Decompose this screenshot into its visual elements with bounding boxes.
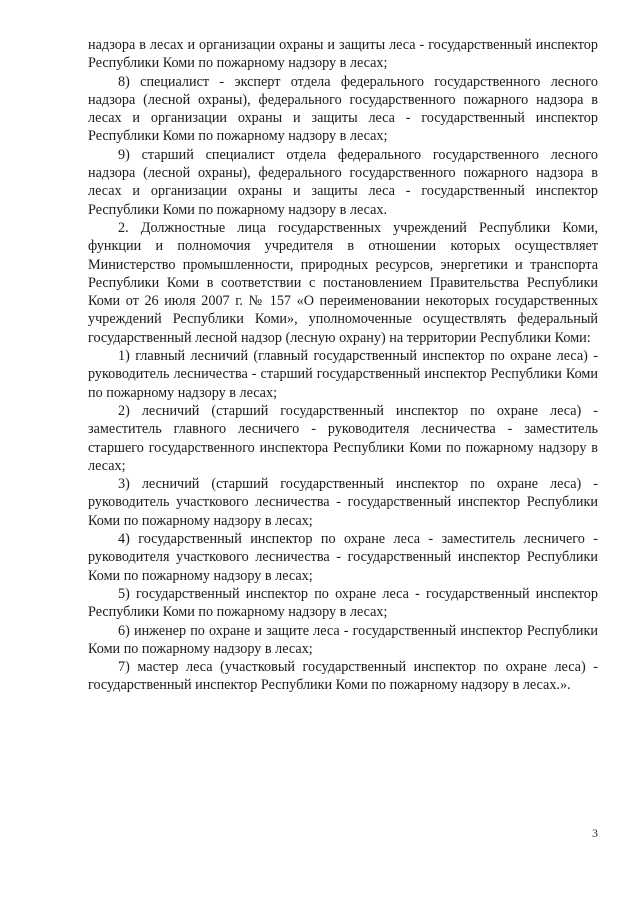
paragraph-subitem-2: 2) лесничий (старший государственный инспектор по охране леса) - заместитель главного лесничего - руководителя лесничества - заместитель старшего государственного инспектора Республики Коми по пожарному надзору в лесах; bbox=[88, 402, 598, 474]
paragraph-section-2: 2. Должностные лица государственных учреждений Республики Коми, функции и полномочия учредителя в отношении которых осуществляет Министерство промышленности, природных ресурсов, энергетики и транспорта Республики Коми в соответствии с постановлением Правительства Республики Коми от 26 июля 2007 г. № 157 «О переименовании некоторых государственных учреждений Республики Коми», уполномоченные осуществлять федеральный государственный лесной надзор (лесную охрану) на территории Республики Коми: bbox=[88, 219, 598, 346]
page-number: 3 bbox=[592, 826, 598, 840]
paragraph-subitem-4: 4) государственный инспектор по охране леса - заместитель лесничего - руководителя участкового лесничества - государственный инспектор Республики Коми по пожарному надзору в лесах; bbox=[88, 531, 598, 584]
paragraph-item-8: 8) специалист - эксперт отдела федерального государственного лесного надзора (лесной охраны), федерального государственного пожарного надзора в лесах и организации охраны и защиты леса - государственный инспектор Республики Коми по пожарному надзору в лесах; bbox=[88, 73, 598, 145]
paragraph-subitem-7: 7) мастер леса (участковый государственный инспектор по охране леса) - государственный инспектор Республики Коми по пожарному надзору в лесах.». bbox=[88, 659, 598, 694]
paragraph-subitem-6: 6) инженер по охране и защите леса - государственный инспектор Республики Коми по пожарному надзору в лесах; bbox=[88, 622, 598, 657]
paragraph-subitem-3: 3) лесничий (старший государственный инспектор по охране леса) - руководитель участкового лесничества - государственный инспектор Республики Коми по пожарному надзору в лесах; bbox=[88, 476, 598, 529]
document-body bbox=[88, 36, 598, 695]
paragraph-item-9: 9) старший специалист отдела федерального государственного лесного надзора (лесной охраны), федерального государственного пожарного надзора в лесах и организации охраны и защиты леса - государственный инспектор Республики Коми по пожарному надзору в лесах. bbox=[88, 146, 598, 218]
paragraph-continuation: надзора в лесах и организации охраны и защиты леса - государственный инспектор Республики Коми по пожарному надзору в лесах; bbox=[88, 37, 598, 72]
paragraph-subitem-1: 1) главный лесничий (главный государственный инспектор по охране леса) - руководитель лесничества - старший государственный инспектор Республики Коми по пожарному надзору в лесах; bbox=[88, 348, 598, 401]
paragraph-subitem-5: 5) государственный инспектор по охране леса - государственный инспектор Республики Коми по пожарному надзору в лесах; bbox=[88, 585, 598, 621]
